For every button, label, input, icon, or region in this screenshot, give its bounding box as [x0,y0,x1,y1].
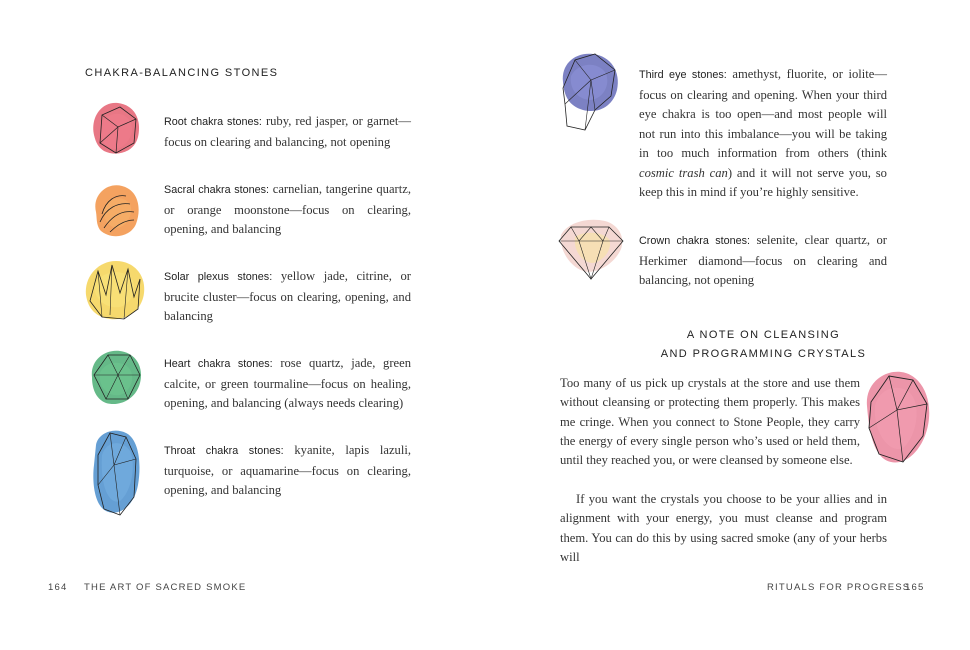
entry-italic-text: cosmic trash can [639,165,728,180]
paragraph-text: Too many of us pick up crystals at the store and use them without cleansing or protecting them properly. This makes me cringe. When you connect to Stone People, they carry the energy of every single person who’s used or held them, until they reached you, or were cleansed by someone else. [560,376,860,468]
diamond-icon [553,215,629,285]
entry-lead: Heart chakra stones: [164,358,273,370]
list-item [164,441,411,501]
list-item [639,231,887,291]
running-title: RITUALS FOR PROGRESS [767,582,911,593]
entry-text: amethyst, fluorite, or iolite—focus on clearing and opening. When your third eye chakra is too open—and most people will not run into this imbalance—you will be taking in too much information from others (think [639,67,887,160]
list-item [164,180,411,240]
section-heading: CHAKRA-BALANCING STONES [85,67,279,79]
orange-stone-icon [82,178,148,244]
right-page [485,0,970,650]
entry-lead: Solar plexus stones: [164,271,273,283]
note-heading-line-2: AND PROGRAMMING CRYSTALS [660,348,867,360]
green-stone-icon [82,345,148,411]
entry-lead: Crown chakra stones: [639,235,751,247]
entry-text: selenite, clear quartz, or Herkimer diamond—focus on clearing and balancing, not opening [639,233,887,287]
entry-text: ruby, red jasper, or garnet—focus on clearing and balancing, not opening [164,114,411,149]
entry-lead: Root chakra stones: [164,116,262,128]
entry-text: carnelian, tangerine quartz, or orange moonstone—focus on clearing, opening, and balancing [164,182,411,236]
entry-lead: Sacral chakra stones: [164,184,270,196]
entry-text-continued: ) and it will not serve you, so keep this in mind if you’re highly sensitive. [639,165,887,199]
entry-text: kyanite, lapis lazuli, turquoise, or aquamarine—focus on clearing, opening, and balancing [164,443,411,497]
entry-lead: Throat chakra stones: [164,445,284,457]
purple-crystal-icon [555,48,625,134]
entry-lead: Third eye stones: [639,69,727,81]
note-paragraph-2 [560,490,887,567]
paragraph-text: If you want the crystals you choose to be your allies and in alignment with your energy, you must cleanse and program them. You can do this by using sacred smoke (any of your herbs will [560,492,887,564]
note-heading-line-1: A NOTE ON CLEANSING [686,329,841,341]
entry-text: rose quartz, jade, green calcite, or green tourmaline—focus on healing, opening, and balancing (always needs clearing) [164,356,411,410]
running-title: THE ART OF SACRED SMOKE [84,582,247,593]
red-crystal-icon [82,95,148,161]
list-item [164,112,411,152]
note-paragraph-1 [560,374,860,470]
entry-text: yellow jade, citrine, or brucite cluster—focus on clearing, opening, and balancing [164,269,411,323]
note-heading [557,326,970,364]
yellow-crystal-cluster-icon [80,255,150,327]
list-item [164,354,411,414]
list-item [164,267,411,327]
page-number: 164 [48,582,68,593]
list-item [639,65,887,203]
blue-crystal-icon [84,425,148,521]
page-number: 165 [905,582,925,593]
pink-crystal-icon [857,366,937,472]
